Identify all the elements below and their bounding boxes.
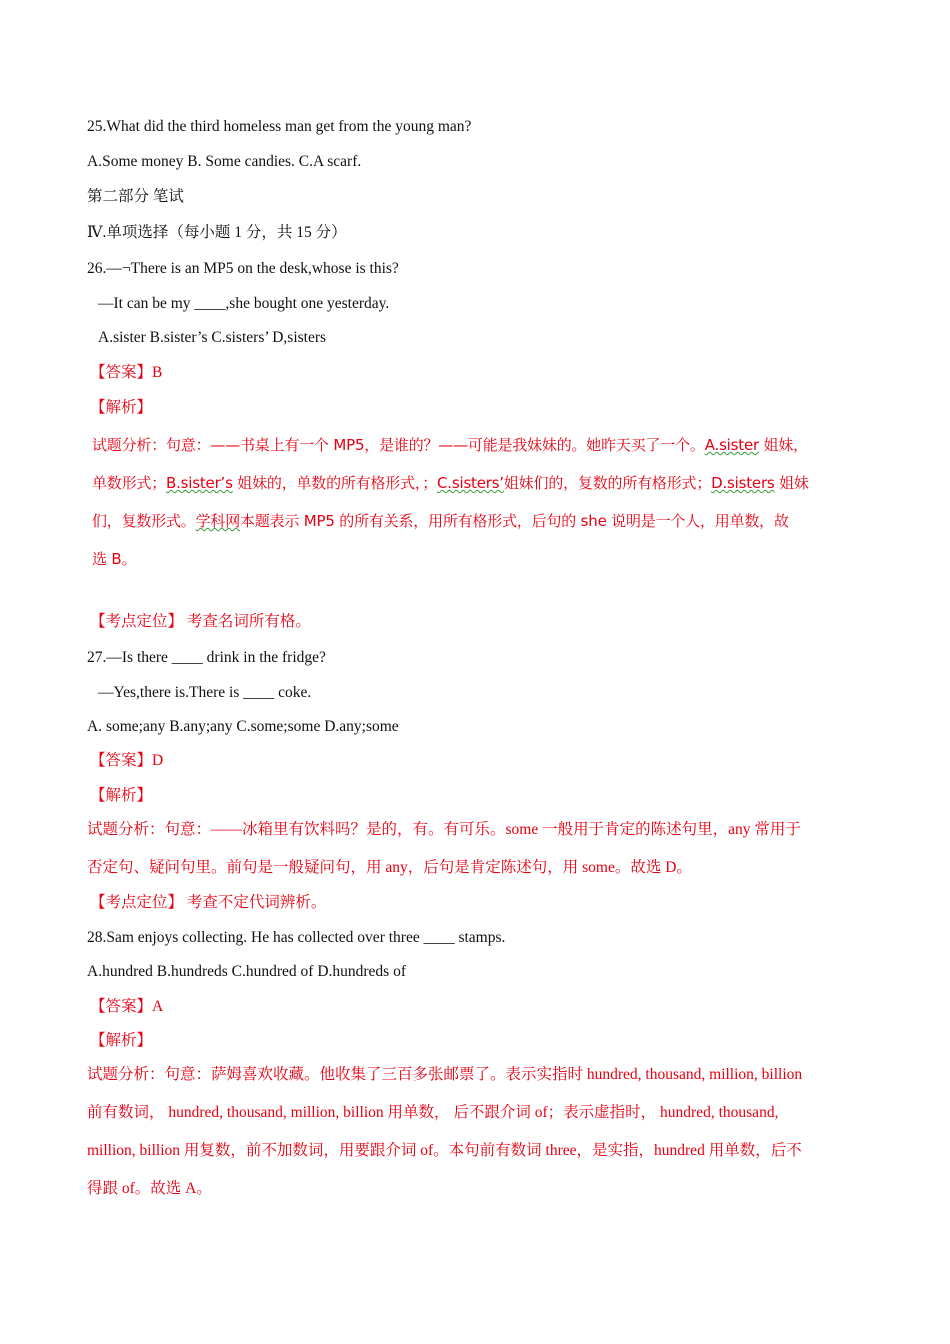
analysis-option-c: C.sisters’	[437, 474, 504, 492]
q28-analysis-label: 【解析】	[90, 1032, 153, 1049]
analysis-text: 姐妹们的，复数的所有格形式；	[503, 474, 712, 492]
q28-analysis-line4: 得跟 of。故选 A。	[87, 1180, 212, 1197]
q26-options: A.sister B.sister’s C.sisters’ D,sisters	[98, 329, 327, 346]
q26-analysis-line4: 选 B。	[92, 550, 137, 568]
analysis-option-d: D.sisters	[711, 474, 775, 492]
q27-question: 27.—Is there ____ drink in the fridge?	[87, 649, 326, 666]
q28-question: 28.Sam enjoys collecting. He has collected over three ____ stamps.	[87, 929, 506, 946]
analysis-text: 本题表示 MP5 的所有关系，用所有格形式，后句的 she 说明是一个人，用单数，故	[240, 512, 789, 530]
analysis-text: 姐妹	[774, 474, 809, 492]
q26-line2: —It can be my ____,she bought one yesterday.	[98, 295, 390, 312]
q27-kaodian: 【考点定位】 考查不定代词辨析。	[90, 894, 327, 911]
q27-analysis-line2: 否定句、疑问句里。前句是一般疑问句，用 any，后句是肯定陈述句，用 some。故选 D。	[87, 859, 692, 876]
q28-analysis-line2: 前有数词， hundred, thousand, million, billion 用单数， 后不跟介词 of；表示虚指时， hundred, thousand,	[87, 1104, 779, 1121]
q27-options: A. some;any B.any;any C.some;some D.any;some	[87, 718, 399, 735]
q27-answer: 【答案】D	[90, 752, 164, 769]
section-4-title: Ⅳ.单项选择（每小题 1 分，共 15 分）	[87, 224, 347, 241]
q26-analysis-line1	[92, 435, 870, 455]
analysis-source-mark: 学科网	[195, 512, 241, 530]
q26-question: 26.—¬There is an MP5 on the desk,whose is this?	[87, 260, 399, 277]
q25-options: A.Some money B. Some candies. C.A scarf.	[87, 153, 362, 170]
q26-analysis-line2	[92, 473, 870, 493]
q28-analysis-line3: million, billion 用复数，前不加数词，用要跟介词 of。本句前有数词 three，是实指，hundred 用单数，后不	[87, 1142, 802, 1159]
q25-question: 25.What did the third homeless man get from the young man?	[87, 118, 472, 135]
q26-kaodian: 【考点定位】 考查名词所有格。	[90, 613, 311, 630]
q28-analysis-line1: 试题分析：句意：萨姆喜欢收藏。他收集了三百多张邮票了。表示实指时 hundred, thousand, million, billion	[87, 1066, 803, 1083]
q28-options: A.hundred B.hundreds C.hundred of D.hundreds of	[87, 963, 406, 980]
q27-analysis-line1: 试题分析：句意：——冰箱里有饮料吗？是的，有。有可乐。some 一般用于肯定的陈述句里，any 常用于	[87, 821, 801, 838]
analysis-text: 姐妹，	[758, 436, 808, 454]
analysis-text: 姐妹的，单数的所有格形式，；	[232, 474, 438, 492]
analysis-text: 们，复数形式。	[92, 512, 196, 530]
analysis-text: 单数形式；	[92, 474, 167, 492]
q26-analysis-line3	[92, 511, 870, 531]
analysis-option-b: B.sister’s	[166, 474, 233, 492]
analysis-text: 试题分析：句意：——书桌上有一个 MP5，是谁的？——可能是我妹妹的。她昨天买了一个。	[92, 436, 705, 454]
q26-analysis-label: 【解析】	[90, 399, 153, 416]
q27-line2: —Yes,there is.There is ____ coke.	[98, 684, 312, 701]
q28-answer: 【答案】A	[90, 998, 164, 1015]
q27-analysis-label: 【解析】	[90, 787, 153, 804]
analysis-option-a: A.sister	[704, 436, 759, 454]
q26-answer: 【答案】B	[90, 364, 163, 381]
section-2-title: 第二部分 笔试	[87, 188, 184, 205]
